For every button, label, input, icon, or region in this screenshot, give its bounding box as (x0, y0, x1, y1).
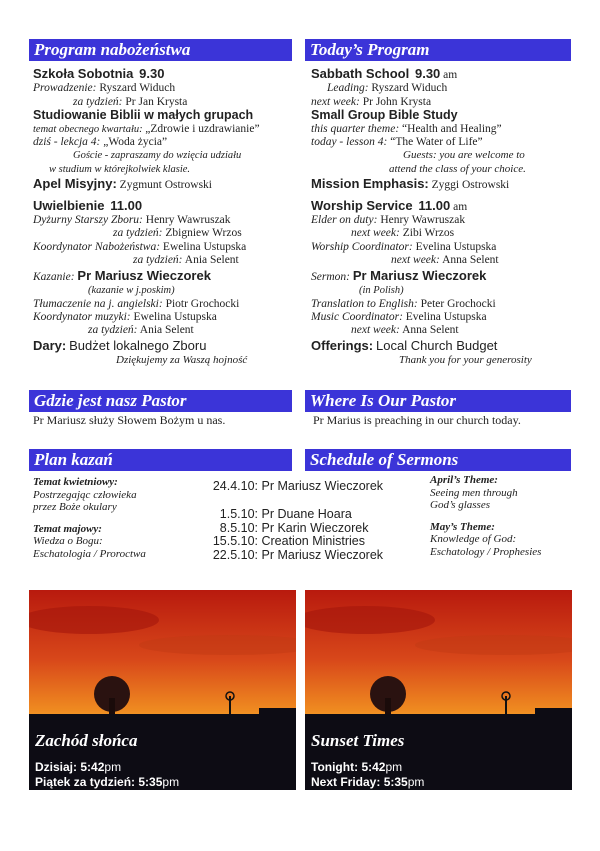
pl-leading: Prowadzenie: Ryszard Widuch (33, 82, 176, 95)
pl-april-1: Postrzegając człowieka (33, 488, 137, 501)
pl-thanks: Dziękujemy za Waszą hojność (116, 354, 248, 367)
pl-offering: Dary: Budżet lokalnego Zboru (33, 337, 207, 353)
en-sermon-note: (in Polish) (359, 285, 404, 297)
en-leading-next: next week: Pr John Krysta (311, 95, 432, 108)
pl-sermon-note: (kazanie w j.poskim) (88, 285, 175, 297)
en-elder-next: next week: Zibi Wrzos (351, 227, 455, 240)
en-april-label: April’s Theme: (430, 474, 498, 486)
en-may-2: Eschatology / Prophesies (430, 545, 542, 558)
en-thanks: Thank you for your generosity (399, 354, 532, 367)
pl-guests-2: w studium w którejkolwiek klasie. (49, 163, 191, 175)
sermon-row: 15.5.10: Creation Ministries (212, 534, 365, 549)
pl-may-1: Wiedza o Bogu: (33, 535, 103, 547)
pl-sunset-today: Dzisiaj: 5:42pm (35, 760, 122, 774)
polish-pastor-banner: Gdzie jest nasz Pastor (29, 390, 292, 412)
pl-bible-study: Studiowanie Biblii w małych grupach (33, 108, 254, 123)
en-guests-1: Guests: you are welcome to (403, 149, 525, 162)
en-worship: Worship Service 11.00 am (311, 197, 468, 213)
pl-elder-next: za tydzień: Zbigniew Wrzos (113, 227, 242, 240)
en-bible-study: Small Group Bible Study (311, 108, 458, 123)
pl-elder: Dyżurny Starszy Zboru: Henry Wawruszak (33, 214, 231, 227)
pl-theme: temat obecnego kwartału: „Zdrowie i uzdrawianie” (33, 122, 260, 135)
pl-coordinator: Koordynator Nabożeństwa: Ewelina Ustupska (33, 240, 247, 253)
en-sermon: Sermon: Pr Mariusz Wieczorek (311, 267, 487, 283)
polish-program (33, 66, 293, 368)
polish-sunset-photo (29, 590, 296, 790)
en-lesson: today - lesson 4: “The Water of Life” (311, 136, 483, 149)
polish-pastor-text: Pr Mariusz służy Słowem Bożym u nas. (33, 413, 226, 427)
english-pastor-banner: Where Is Our Pastor (305, 390, 571, 412)
sermon-row: 8.5.10: Pr Karin Wieczorek (219, 520, 369, 535)
en-music-next: next week: Anna Selent (351, 324, 459, 337)
en-offering: Offerings: Local Church Budget (311, 337, 498, 353)
en-sabbath-school: Sabbath School 9.30 am (311, 66, 458, 81)
sermon-schedule (198, 480, 383, 562)
sermon-row: 1.5.10: Pr Duane Hoara (219, 507, 352, 522)
english-themes (430, 474, 541, 558)
en-may-label: May’s Theme: (430, 520, 495, 533)
en-sunset-today: Tonight: 5:42pm (311, 760, 403, 774)
pl-lesson: dziś - lekcja 4: „Woda życia” (33, 136, 168, 149)
en-sunset-next: Next Friday: 5:35pm (311, 775, 425, 789)
pl-worship: Uwielbienie 11.00 (33, 197, 143, 213)
en-may-1: Knowledge of God: (430, 533, 517, 545)
pl-leading-next: za tydzień: Pr Jan Krysta (73, 95, 188, 108)
pl-april-2: przez Boże okulary (33, 501, 117, 513)
en-leading: Leading: Ryszard Widuch (327, 82, 448, 95)
polish-themes (33, 476, 146, 560)
pl-sunset-title: Zachód słońca (35, 731, 138, 750)
en-april-2: God’s glasses (430, 499, 491, 511)
en-theme: this quarter theme: “Health and Healing” (311, 122, 502, 135)
en-guests-2: attend the class of your choice. (389, 162, 526, 175)
polish-plan-banner: Plan kazań (29, 449, 292, 471)
english-sunset-photo (305, 590, 572, 790)
pl-may-2: Eschatologia / Proroctwa (33, 547, 146, 560)
en-elder: Elder on duty: Henry Wawruszak (311, 214, 466, 227)
pl-april-label: Temat kwietniowy: (33, 476, 118, 488)
pl-guests-1: Goście - zapraszamy do wzięcia udziału (73, 150, 242, 162)
pl-music-next: za tydzień: Ania Selent (88, 324, 194, 337)
en-coordinator-next: next week: Anna Selent (391, 254, 499, 267)
pl-sabbath-school: Szkoła Sobotnia 9.30 (33, 66, 165, 81)
english-program-banner: Today’s Program (305, 39, 571, 61)
en-coordinator: Worship Coordinator: Evelina Ustupska (311, 240, 497, 253)
en-sunset-title: Sunset Times (311, 731, 405, 750)
english-program (311, 66, 573, 368)
pl-translation: Tłumaczenie na j. angielski: Piotr Grochocki (33, 297, 240, 310)
en-music: Music Coordinator: Evelina Ustupska (311, 310, 487, 323)
pl-coordinator-next: za tydzień: Ania Selent (133, 254, 239, 267)
pl-may-label: Temat majowy: (33, 522, 102, 535)
pl-sunset-next: Piątek za tydzień: 5:35pm (35, 775, 180, 789)
en-translation: Translation to English: Peter Grochocki (311, 297, 496, 310)
pl-mission: Apel Misyjny: Zygmunt Ostrowski (33, 176, 212, 192)
pl-sermon: Kazanie: Pr Mariusz Wieczorek (33, 267, 211, 283)
english-pastor-text: Pr Marius is preaching in our church today. (313, 413, 521, 427)
en-mission: Mission Emphasis: Zyggi Ostrowski (311, 176, 510, 192)
sermon-row: 24.4.10: Pr Mariusz Wieczorek (212, 479, 384, 493)
pl-music: Koordynator muzyki: Ewelina Ustupska (33, 310, 217, 323)
en-april-1: Seeing men through (430, 486, 518, 499)
english-plan-banner: Schedule of Sermons (305, 449, 571, 471)
sermon-row: 22.5.10: Pr Mariusz Wieczorek (212, 547, 384, 562)
polish-program-banner: Program nabożeństwa (29, 39, 292, 61)
